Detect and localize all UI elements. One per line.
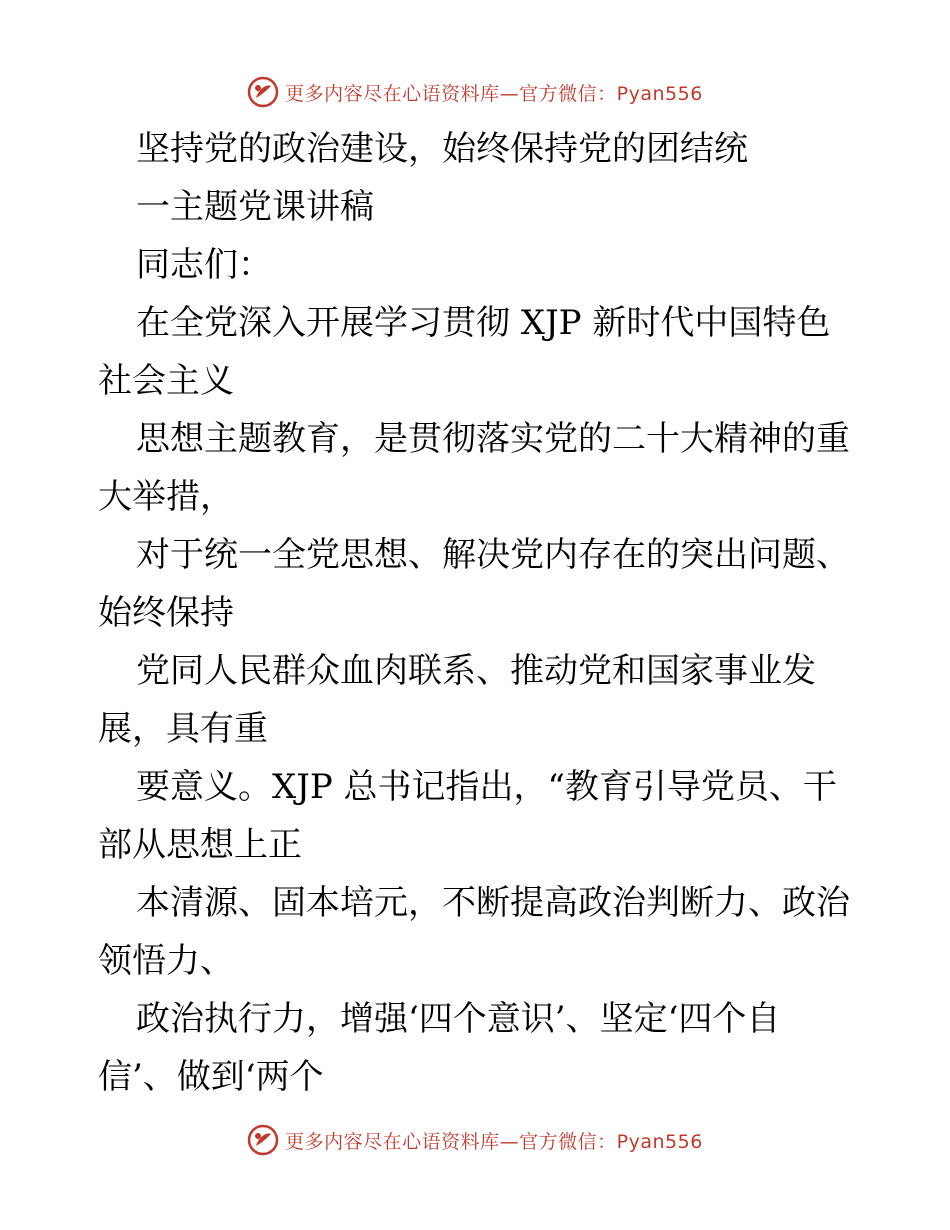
- header-banner-inner: [247, 76, 703, 108]
- footer-banner-inner: [247, 1124, 703, 1156]
- text-line: 部从思想上正: [98, 825, 302, 865]
- logo-icon: [247, 76, 279, 108]
- text-line: 党同人民群众血肉联系、推动党和国家事业发: [136, 651, 816, 691]
- text-line: 本清源、固本培元，不断提高政治判断力、政治: [136, 883, 850, 923]
- document-body: [98, 120, 858, 1106]
- header-banner: [0, 72, 950, 112]
- text-line: 信’、做到‘两个: [98, 1057, 324, 1097]
- text-line: 同志们：: [136, 245, 272, 285]
- text-line: 展，具有重: [98, 709, 268, 749]
- text-line: 对于统一全党思想、解决党内存在的突出问题、: [136, 535, 850, 575]
- footer-banner: [0, 1120, 950, 1160]
- text-line: 大举措，: [98, 477, 234, 517]
- text-line: 在全党深入开展学习贯彻 XJP 新时代中国特色: [136, 303, 831, 343]
- header-text: 更多内容尽在心语资料库—官方微信：Pyan556: [285, 82, 703, 105]
- footer-text: 更多内容尽在心语资料库—官方微信：Pyan556: [285, 1130, 703, 1153]
- text-line: 始终保持: [98, 593, 234, 633]
- text-line: 思想主题教育，是贯彻落实党的二十大精神的重: [136, 419, 850, 459]
- text-line: 要意义。XJP 总书记指出，“教育引导党员、干: [136, 767, 837, 807]
- text-line: 社会主义: [98, 361, 234, 401]
- text-line: 坚持党的政治建设，始终保持党的团结统: [136, 129, 748, 169]
- text-line: 领悟力、: [98, 941, 234, 981]
- text-line: 政治执行力，增强‘四个意识’、坚定‘四个自: [136, 999, 781, 1039]
- text-line: 一主题党课讲稿: [136, 187, 374, 227]
- logo-icon: [247, 1124, 279, 1156]
